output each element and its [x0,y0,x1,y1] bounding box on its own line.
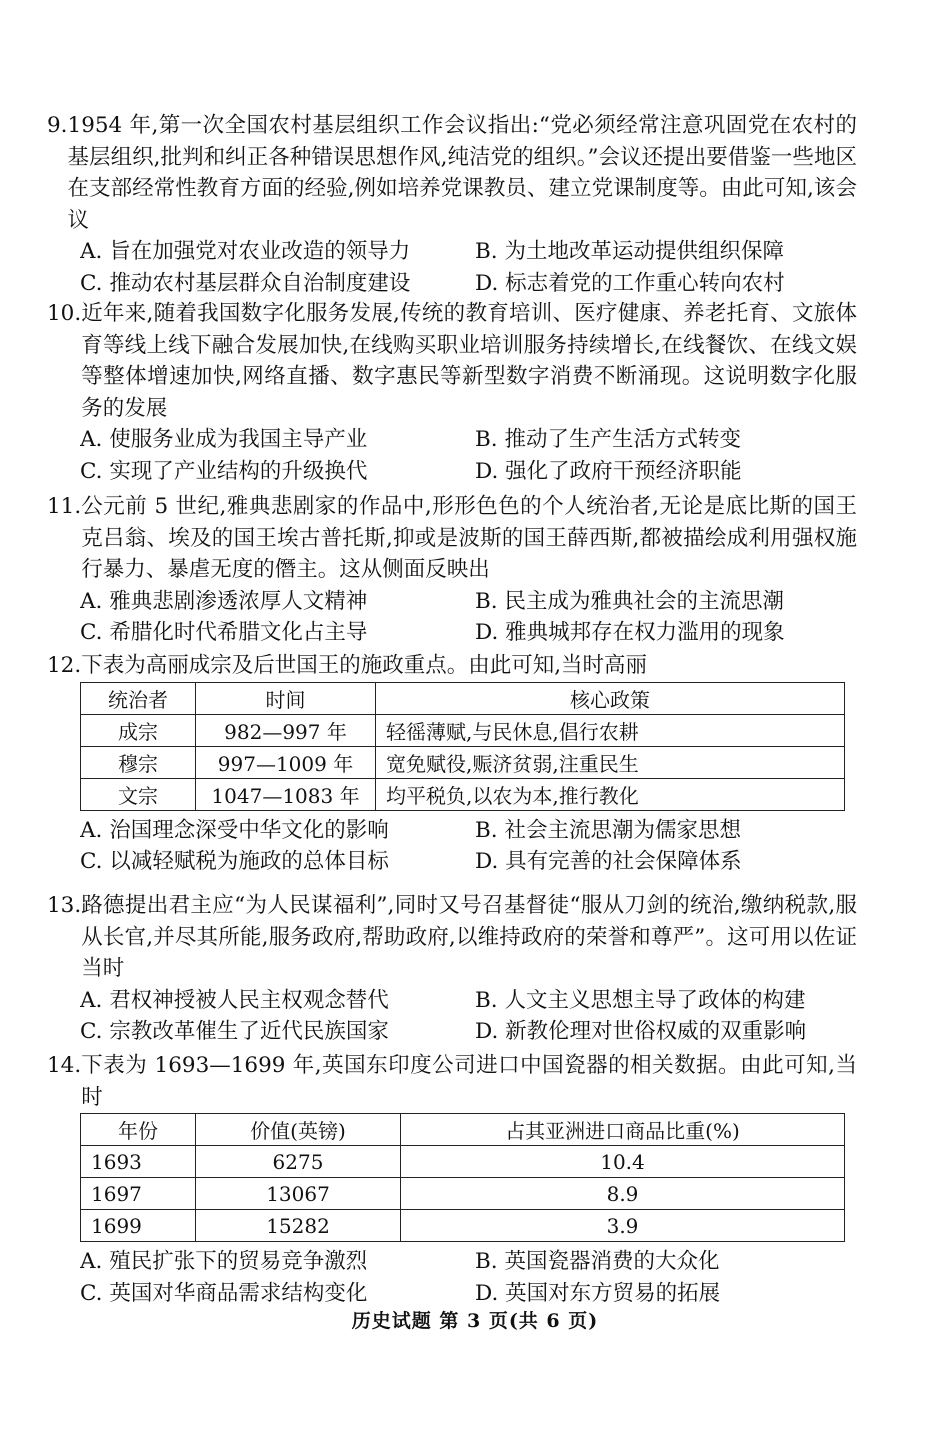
table-cell: 997—1009 年 [196,746,376,778]
question-text: 路德提出君主应“为人民谋福利”,同时又号召基督徒“服从刀剑的统治,缴纳税款,服从长官,并尽其所能,服务政府,帮助政府,以维持政府的荣誉和尊严”。这可用以佐证当时 [81,893,857,981]
table-header: 时间 [196,682,376,714]
option-b[interactable]: B. 英国瓷器消费的大众化 [475,1249,720,1274]
question-10 [47,298,857,487]
options [80,985,857,1048]
option-c[interactable]: C. 宗教改革催生了近代民族国家 [80,1019,389,1044]
policy-table [80,682,845,811]
table-row [81,1210,845,1242]
porcelain-table [80,1113,845,1242]
table-row [81,1178,845,1210]
question-number: 14. [47,1053,82,1078]
table-cell: 15282 [196,1210,401,1242]
table-row [81,778,845,810]
question-stem [47,1050,857,1113]
page-footer: 历史试题 第 3 页(共 6 页) [351,1310,599,1332]
table-cell: 均平税负,以农为本,推行教化 [376,778,845,810]
question-11 [47,491,857,649]
question-number: 12. [47,653,82,678]
question-stem [47,110,857,236]
question-stem [47,491,857,586]
option-c[interactable]: C. 以减轻赋税为施政的总体目标 [80,849,389,874]
option-d[interactable]: D. 雅典城邦存在权力滥用的现象 [475,620,785,645]
option-c[interactable]: C. 希腊化时代希腊文化占主导 [80,620,368,645]
option-d[interactable]: D. 强化了政府干预经济职能 [475,458,742,484]
option-b[interactable]: B. 民主成为雅典社会的主流思潮 [475,588,784,614]
options [80,586,857,649]
table-cell: 3.9 [401,1210,845,1242]
option-d[interactable]: D. 新教伦理对世俗权威的双重影响 [475,1019,807,1044]
table-cell: 成宗 [81,714,196,746]
option-a[interactable]: A. 旨在加强党对农业改造的领导力 [80,239,411,264]
question-text: 公元前 5 世纪,雅典悲剧家的作品中,形形色色的个人统治者,无论是底比斯的国王克吕翁、埃及的国王埃古普托斯,抑或是波斯的国王薛西斯,都被描绘成利用强权施行暴力、暴虐无度的僭主。这从侧面反映出 [81,494,857,582]
option-c[interactable]: C. 实现了产业结构的升级换代 [80,458,368,484]
question-text: 1954 年,第一次全国农村基层组织工作会议指出:“党必须经常注意巩固党在农村的基层组织,批判和纠正各种错误思想作风,纯洁党的组织。”会议还提出要借鉴一些地区在支部经常性教育方面的经验,例如培养党课教员、建立党课制度等。由此可知,该会议 [67,113,857,233]
table-cell: 宽免赋役,赈济贫弱,注重民生 [376,746,845,778]
options [80,424,857,487]
table-cell: 6275 [196,1146,401,1178]
question-stem [47,650,857,682]
option-c[interactable]: C. 推动农村基层群众自治制度建设 [80,270,411,296]
question-stem [47,298,857,424]
option-d[interactable]: D. 具有完善的社会保障体系 [475,849,742,874]
table-cell: 轻徭薄赋,与民休息,倡行农耕 [376,714,845,746]
table-row [81,746,845,778]
options [80,815,857,878]
table-header: 统治者 [81,682,196,714]
question-stem [47,890,857,985]
option-a[interactable]: A. 君权神授被人民主权观念替代 [80,987,389,1013]
options [80,236,857,299]
option-d[interactable]: D. 标志着党的工作重心转向农村 [475,270,785,296]
table-cell: 1693 [81,1146,196,1178]
table-cell: 1047—1083 年 [196,778,376,810]
question-text: 下表为高丽成宗及后世国王的施政重点。由此可知,当时高丽 [81,653,648,678]
table-cell: 13067 [196,1178,401,1210]
table-cell: 8.9 [401,1178,845,1210]
question-14 [47,1050,857,1309]
option-a[interactable]: A. 使服务业成为我国主导产业 [80,427,368,452]
table-row [81,1146,845,1178]
table-cell: 982—997 年 [196,714,376,746]
question-9 [47,110,857,299]
question-number: 11. [47,494,82,519]
table-cell: 10.4 [401,1146,845,1178]
table-header-row [81,682,845,714]
question-number: 13. [47,893,82,918]
question-12 [47,650,857,878]
options [80,1246,857,1309]
table-cell: 1699 [81,1210,196,1242]
option-a[interactable]: A. 雅典悲剧渗透浓厚人文精神 [80,588,368,614]
table-header: 核心政策 [376,682,845,714]
table-header: 年份 [81,1114,196,1146]
option-b[interactable]: B. 社会主流思潮为儒家思想 [475,817,741,843]
option-a[interactable]: A. 殖民扩张下的贸易竞争激烈 [80,1249,368,1274]
table-row [81,714,845,746]
option-b[interactable]: B. 推动了生产生活方式转变 [475,427,741,452]
table-cell: 1697 [81,1178,196,1210]
table-header: 价值(英镑) [196,1114,401,1146]
table-cell: 穆宗 [81,746,196,778]
question-text: 下表为 1693—1699 年,英国东印度公司进口中国瓷器的相关数据。由此可知,当时 [81,1053,857,1110]
option-c[interactable]: C. 英国对华商品需求结构变化 [80,1280,368,1306]
table-cell: 文宗 [81,778,196,810]
option-b[interactable]: B. 人文主义思想主导了政体的构建 [475,987,806,1013]
table-header: 占其亚洲进口商品比重(%) [401,1114,845,1146]
option-a[interactable]: A. 治国理念深受中华文化的影响 [80,817,389,843]
question-13 [47,890,857,1048]
question-number: 10. [47,301,82,326]
table-header-row [81,1114,845,1146]
option-d[interactable]: D. 英国对东方贸易的拓展 [475,1280,721,1306]
option-b[interactable]: B. 为土地改革运动提供组织保障 [475,239,784,264]
question-number: 9. [47,113,68,138]
question-text: 近年来,随着我国数字化服务发展,传统的教育培训、医疗健康、养老托育、文旅体育等线上线下融合发展加快,在线购买职业培训服务持续增长,在线餐饮、在线文娱等整体增速加快,网络直播、数字惠民等新型数字消费不断涌现。这说明数字化服务的发展 [81,301,857,421]
